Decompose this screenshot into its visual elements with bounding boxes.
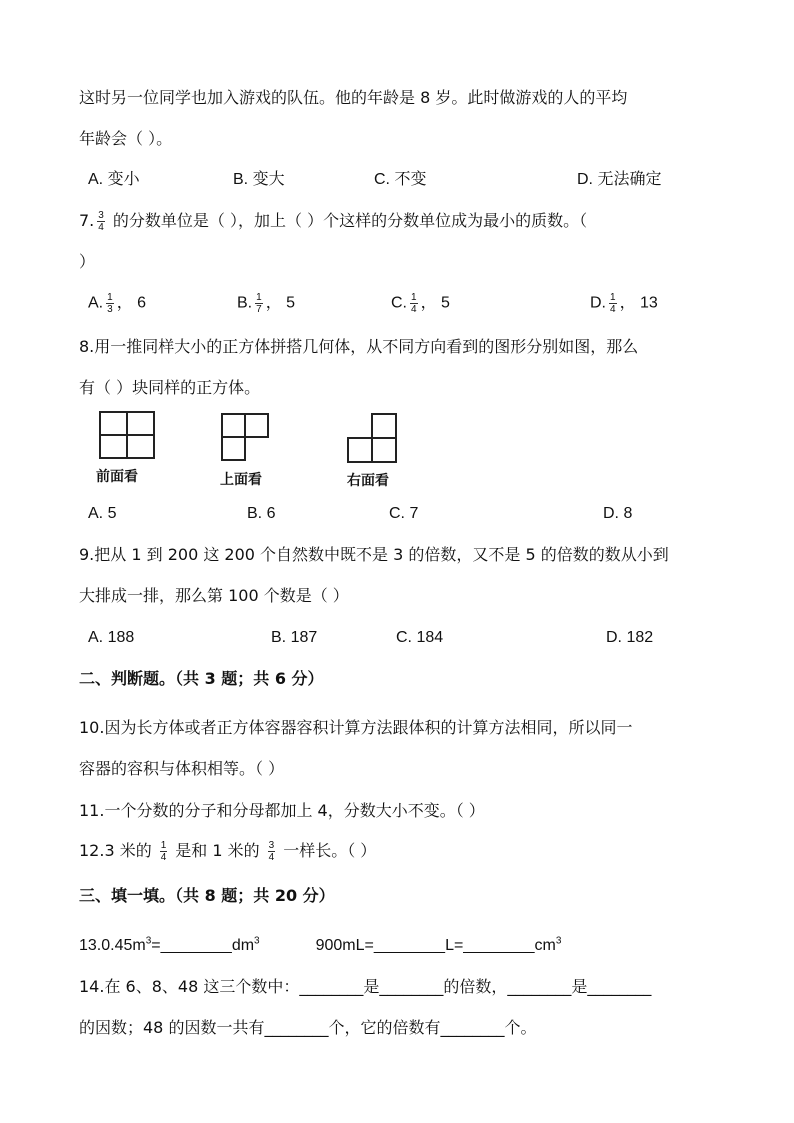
q9-option-d: D. 182 [606,629,654,646]
q7-line1 [79,210,587,233]
q12-fraction-1: $\frac{1}{4}$ [160,840,167,863]
section3-title: 三、填一填。（共 8 题；共 20 分） [79,886,335,905]
front-view-figure [99,411,155,459]
q14-line1: 14.在 6、8、48 这三个数中：________是________的倍数，________是________ [79,977,652,996]
q6-option-d: D. 无法确定 [577,171,662,188]
front-view-label: 前面看 [96,469,138,485]
q8-line2: 有（ ）块同样的正方体。 [79,378,261,397]
q6-option-b: B. 变大 [233,171,285,188]
q7-prefix: 7. [79,211,95,230]
q7-text: 的分数单位是（ ），加上（ ）个这样的分数单位成为最小的质数。（ [107,211,588,230]
q7-frac-num: 3 [98,210,104,221]
q9-line1: 9.把从 1 到 200 这 200 个自然数中既不是 3 的倍数，又不是 5 的倍数的数从小到 [79,545,669,564]
q8-option-c: C. 7 [389,505,419,522]
top-view-figure [221,413,269,461]
right-view-label: 右面看 [347,473,389,489]
q10-line1: 10.因为长方体或者正方体容器容积计算方法跟体积的计算方法相同，所以同一 [79,718,633,737]
q6-option-a: A. 变小 [88,171,140,188]
q13-line: $13.0.45m^3=\_\_\_\_\_\_\_\_dm^3$ $900mL=\_\_\_\_\_\_\_\_L=\_\_\_\_\_\_\_\_cm^3$ [79,935,562,954]
q8-option-d: D. 8 [603,505,633,522]
section2-title: 二、判断题。（共 3 题；共 6 分） [79,669,324,688]
top-view-label: 上面看 [220,472,262,488]
q6-line2: 年龄会（ ）。 [79,129,173,148]
q10-line2: 容器的容积与体积相等。（ ） [79,759,285,778]
q6-line1: 这时另一位同学也加入游戏的队伍。他的年龄是 8 岁。此时做游戏的人的平均 [79,88,628,107]
right-view-figure [347,413,397,463]
q9-option-a: A. 188 [88,629,135,646]
q9-option-c: C. 184 [396,629,444,646]
q7-option-d: D. $\frac{1}{4}$ ， 13 [590,292,658,315]
q6-option-c: C. 不变 [374,171,427,188]
q8-option-b: B. 6 [247,505,276,522]
q7-line2: ） [79,252,96,271]
q9-option-b: B. 187 [271,629,318,646]
q8-line1: 8.用一推同样大小的正方体拼搭几何体，从不同方向看到的图形分别如图，那么 [79,337,639,356]
q7-option-a: A. $\frac{1}{3}$ ， 6 [88,292,147,315]
q7-option-c: C. $\frac{1}{4}$ ， 5 [391,292,450,315]
q8-option-a: A. 5 [88,505,117,522]
q7-frac-den: 4 [98,222,104,233]
q9-line2: 大排成一排，那么第 100 个数是（ ） [79,586,349,605]
q12-line: 12.3 米的 $\frac{1}{4}$ 是和 1 米的 $\frac{3}{4}$ 一样长。（ ） [79,840,377,863]
q14-line2: 的因数；48 的因数一共有________个，它的倍数有________个。 [79,1018,537,1037]
q12-fraction-2: $\frac{3}{4}$ [268,840,275,863]
q7-option-b: B. $\frac{1}{7}$ ， 5 [237,292,296,315]
q11-text: 11.一个分数的分子和分母都加上 4，分数大小不变。（ ） [79,801,485,820]
q7-fraction [97,210,105,233]
